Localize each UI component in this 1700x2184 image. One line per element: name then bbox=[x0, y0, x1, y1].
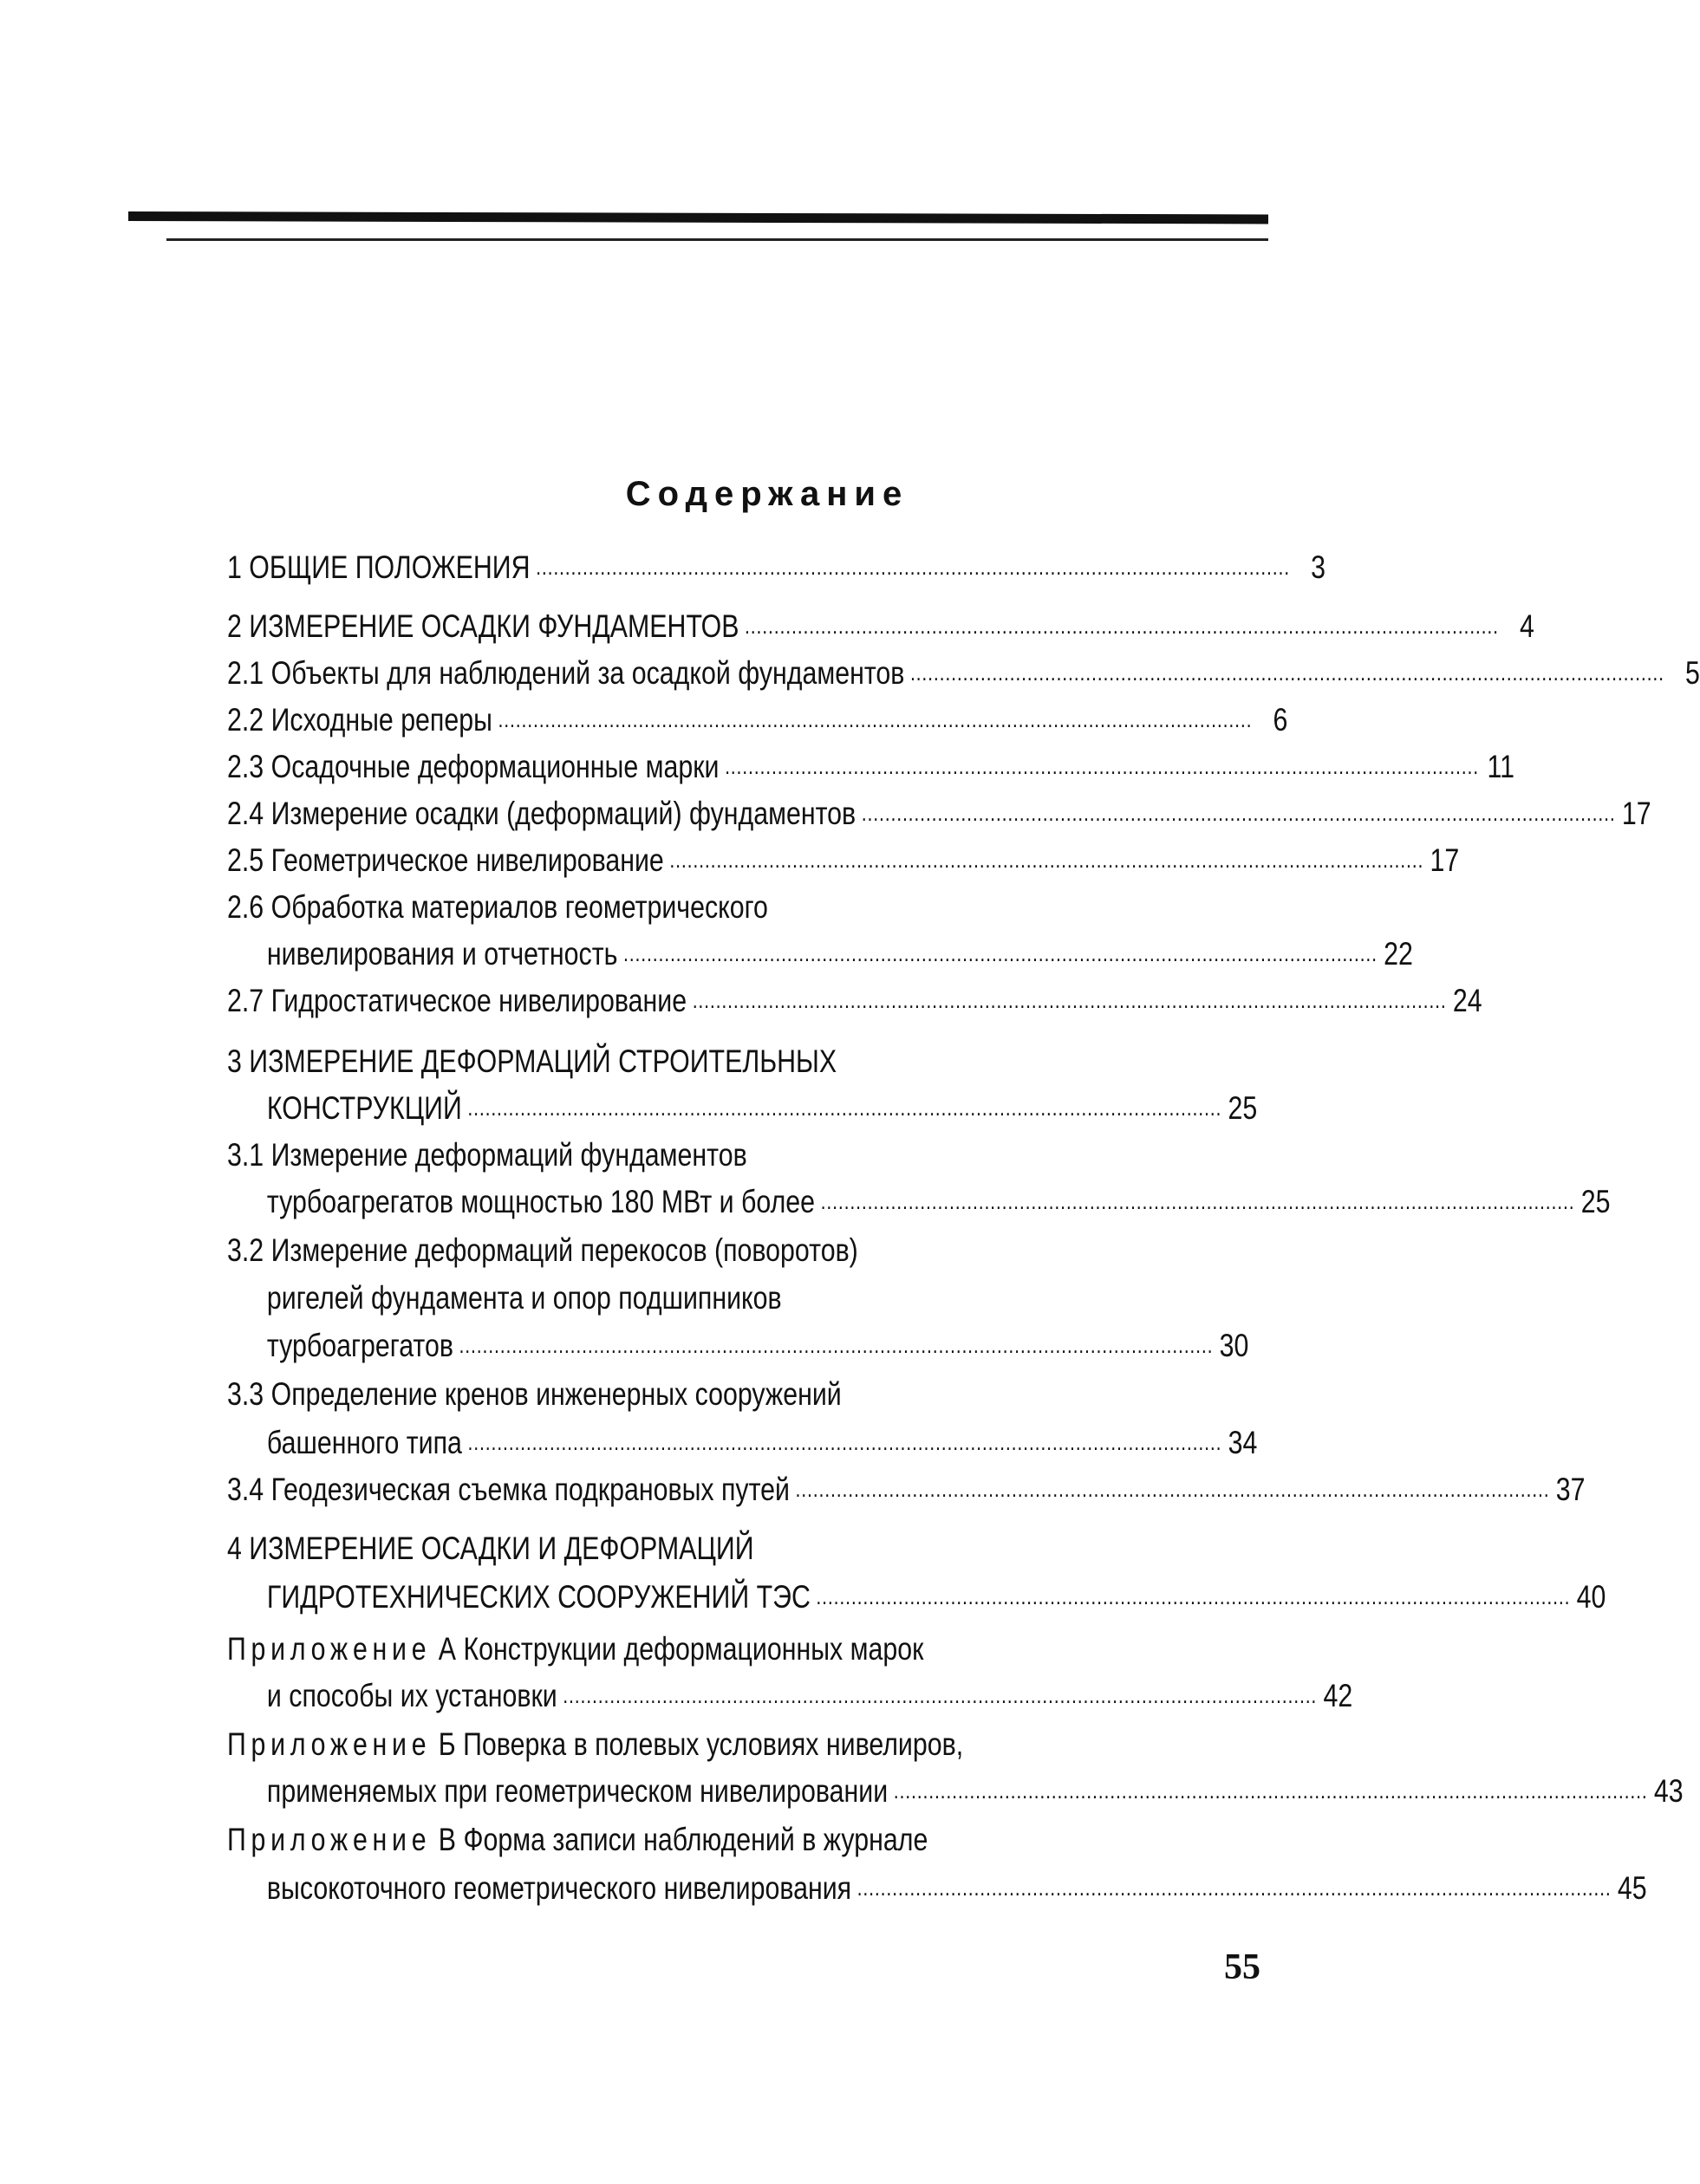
toc-entry: 4 ИЗМЕРЕНИЕ ОСАДКИ И ДЕФОРМАЦИЙ bbox=[227, 1531, 754, 1566]
toc-entry: Приложение А Конструкции деформационных марок bbox=[227, 1631, 924, 1667]
page-title: Содержание bbox=[625, 475, 909, 513]
toc-entry: 2.6 Обработка материалов геометрического bbox=[227, 889, 768, 925]
toc-entry: ГИДРОТЕХНИЧЕСКИХ СООРУЖЕНИЙ ТЭС ................................................................................................................................. 40 bbox=[266, 1579, 1606, 1615]
toc-entry: турбоагрегатов мощностью 180 МВт и более ................................................................................................................................. 25 bbox=[266, 1184, 1611, 1219]
toc-entry: Приложение Б Поверка в полевых условиях нивелиров, bbox=[227, 1726, 964, 1762]
toc-entry: 2 ИЗМЕРЕНИЕ ОСАДКИ ФУНДАМЕНТОВ ................................................................................................................................. 4 bbox=[227, 608, 1534, 644]
toc-entry: 3 ИЗМЕРЕНИЕ ДЕФОРМАЦИЙ СТРОИТЕЛЬНЫХ bbox=[227, 1043, 837, 1079]
toc-entry: 3.4 Геодезическая съемка подкрановых путей ................................................................................................................................. 37 bbox=[227, 1472, 1586, 1507]
toc-entry: ригелей фундамента и опор подшипников bbox=[266, 1280, 782, 1316]
toc-entry: 1 ОБЩИЕ ПОЛОЖЕНИЯ ................................................................................................................................. 3 bbox=[227, 549, 1325, 585]
header-rule-thick bbox=[128, 211, 1268, 224]
toc-entry: КОНСТРУКЦИЙ ................................................................................................................................. 25 bbox=[266, 1090, 1258, 1126]
toc-entry: Приложение В Форма записи наблюдений в журнале bbox=[227, 1822, 928, 1857]
toc-entry: башенного типа ................................................................................................................................. 34 bbox=[266, 1425, 1258, 1460]
toc-entry: 2.2 Исходные реперы ................................................................................................................................. 6 bbox=[227, 702, 1288, 738]
toc-entry: 2.3 Осадочные деформационные марки ................................................................................................................................. 11 bbox=[227, 749, 1514, 784]
header-rule-thin bbox=[166, 238, 1268, 241]
toc-entry: 2.7 Гидростатическое нивелирование ................................................................................................................................. 24 bbox=[227, 983, 1482, 1018]
page-number: 55 bbox=[1224, 1947, 1260, 1987]
toc-entry: 3.2 Измерение деформаций перекосов (поворотов) bbox=[227, 1232, 858, 1268]
toc-entry: 3.1 Измерение деформаций фундаментов bbox=[227, 1137, 747, 1173]
toc-entry: 2.5 Геометрическое нивелирование ................................................................................................................................. 17 bbox=[227, 842, 1460, 878]
toc-entry: высокоточного геометрического нивелирования ................................................................................................................................. 45 bbox=[266, 1870, 1647, 1906]
toc-entry: и способы их установки ................................................................................................................................. 42 bbox=[266, 1678, 1353, 1713]
toc-entry: нивелирования и отчетность ................................................................................................................................. 22 bbox=[266, 936, 1413, 972]
toc-entry: 2.1 Объекты для наблюдений за осадкой фундаментов ................................................................................................................................. 5 bbox=[227, 655, 1700, 691]
toc-entry: турбоагрегатов ................................................................................................................................. 30 bbox=[266, 1328, 1249, 1363]
toc-entry: 2.4 Измерение осадки (деформаций) фундаментов ................................................................................................................................. 17 bbox=[227, 796, 1651, 831]
toc-entry: применяемых при геометрическом нивелировании ................................................................................................................................. 43 bbox=[266, 1773, 1684, 1809]
toc-entry: 3.3 Определение кренов инженерных сооружений bbox=[227, 1376, 842, 1412]
